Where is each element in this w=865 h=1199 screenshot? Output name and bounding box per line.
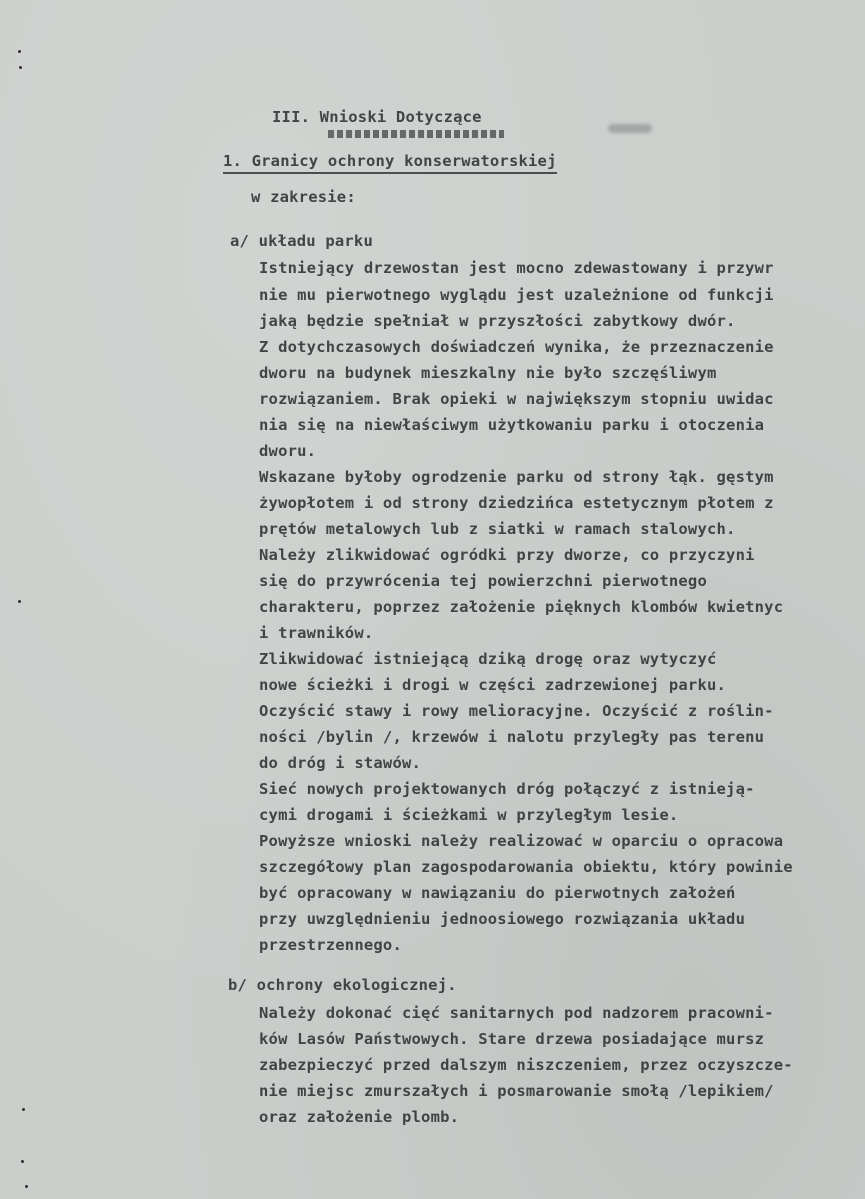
text-line: cymi drogami i ścieżkami w przyległym lesie. <box>259 806 679 824</box>
section-b-heading: b/ ochrony ekologicznej. <box>228 976 457 994</box>
ink-smudge <box>608 124 652 133</box>
margin-mark <box>19 66 22 69</box>
heading-double-underline <box>328 130 504 138</box>
text-line: nia się na niewłaściwym użytkowaniu parku i otoczenia <box>259 416 765 434</box>
text-line: prętów metalowych lub z siatki w ramach stalowych. <box>259 520 736 538</box>
text-line: oraz założenie plomb. <box>259 1108 460 1126</box>
text-line: przy uwzględnieniu jednoosiowego rozwiązania układu <box>259 910 746 928</box>
text-line: zabezpieczyć przed dalszym niszczeniem, przez oczyszcze- <box>259 1056 793 1074</box>
text-line: Należy dokonać cięć sanitarnych pod nadzorem pracowni- <box>259 1004 774 1022</box>
margin-mark <box>18 600 21 603</box>
scope-intro: w zakresie: <box>251 188 356 206</box>
text-line: ności /bylin /, krzewów i nalotu przyległy pas terenu <box>259 728 765 746</box>
text-line: szczegółowy plan zagospodarowania obiektu, który powinie <box>259 858 793 876</box>
text-line: Powyższe wnioski należy realizować w oparciu o opracowa <box>259 832 784 850</box>
text-line: ków Lasów Państwowych. Stare drzewa posiadające mursz <box>259 1030 765 1048</box>
text-line: się do przywrócenia tej powierzchni pierwotnego <box>259 572 707 590</box>
margin-mark <box>21 1160 24 1163</box>
text-line: rozwiązaniem. Brak opieki w największym stopniu uwidac <box>259 390 774 408</box>
margin-mark <box>22 1108 25 1111</box>
margin-mark <box>18 50 21 53</box>
text-line: Należy zlikwidować ogródki przy dworze, co przyczyni <box>259 546 755 564</box>
text-line: i trawników. <box>259 624 374 642</box>
text-line: żywopłotem i od strony dziedzińca estetycznym płotem z <box>259 494 774 512</box>
text-line: nowe ścieżki i drogi w części zadrzewionej parku. <box>259 676 727 694</box>
margin-mark <box>25 1185 28 1188</box>
text-line: charakteru, poprzez założenie pięknych klombów kwietnyc <box>259 598 784 616</box>
point-1-heading: 1. Granicy ochrony konserwatorskiej <box>223 154 557 174</box>
text-line: Oczyścić stawy i rowy melioracyjne. Oczyścić z roślin- <box>259 702 774 720</box>
section-a-heading: a/ układu parku <box>230 232 373 250</box>
text-line: do dróg i stawów. <box>259 754 422 772</box>
text-line: nie mu pierwotnego wyglądu jest uzależnione od funkcji <box>259 286 774 304</box>
text-line: Sieć nowych projektowanych dróg połączyć z istnieją- <box>259 780 755 798</box>
text-line: jaką będzie spełniał w przyszłości zabytkowy dwór. <box>259 312 736 330</box>
text-line: Wskazane byłoby ogrodzenie parku od strony łąk. gęstym <box>259 468 774 486</box>
text-line: Z dotychczasowych doświadczeń wynika, że przeznaczenie <box>259 338 774 356</box>
text-line: nie miejsc zmurszałych i posmarowanie smołą /lepikiem/ <box>259 1082 774 1100</box>
text-line: być opracowany w nawiązaniu do pierwotnych założeń <box>259 884 736 902</box>
section-heading: III. Wnioski Dotyczące <box>272 108 482 126</box>
text-line: dworu. <box>259 442 317 460</box>
text-line: Zlikwidować istniejącą dziką drogę oraz wytyczyć <box>259 650 717 668</box>
text-line: Istniejący drzewostan jest mocno zdewastowany i przywr <box>259 259 774 277</box>
text-line: dworu na budynek mieszkalny nie było szczęśliwym <box>259 364 717 382</box>
text-line: przestrzennego. <box>259 936 402 954</box>
